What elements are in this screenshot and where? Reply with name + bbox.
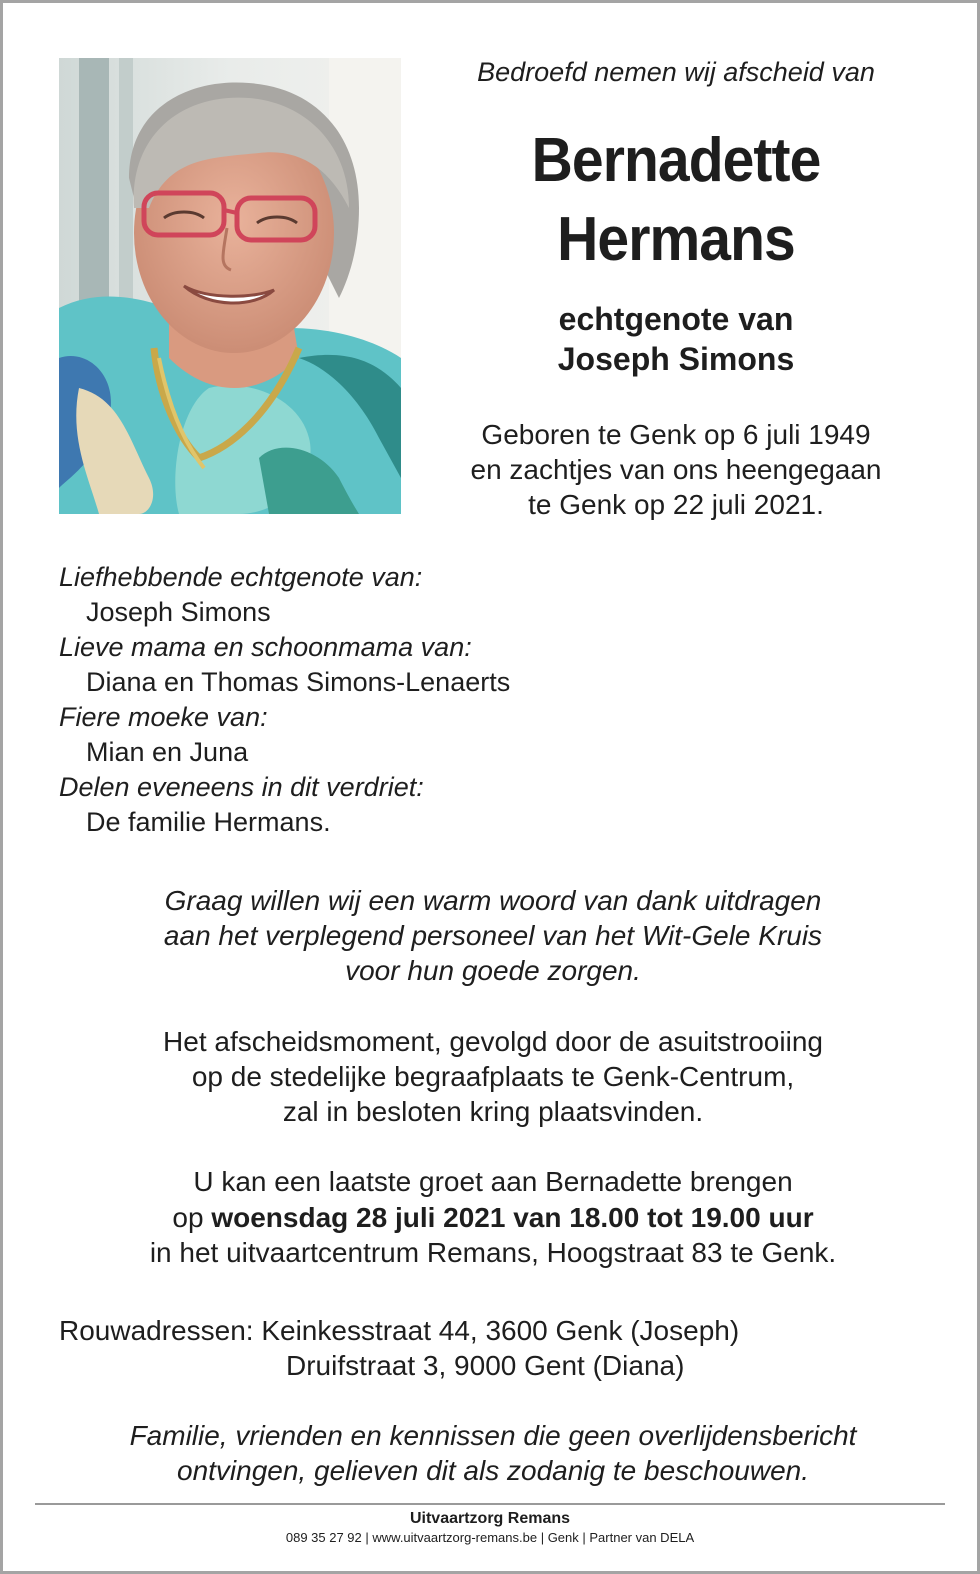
- footer-company: Uitvaartzorg Remans: [409, 1510, 571, 1527]
- visit-date-line: [43, 1200, 943, 1235]
- mourning-address: Rouwadressen: Keinkesstraat 44, 3600 Genk (Joseph): [59, 1315, 740, 1346]
- passing-place-line: te Genk op 22 juli 2021.: [528, 489, 824, 520]
- family-role: Fiere moeke van:: [59, 702, 268, 732]
- spouse-name: Joseph Simons: [557, 341, 795, 377]
- farewell-line: Het afscheidsmoment, gevolgd door de asuitstrooiing: [163, 1026, 823, 1057]
- visit-datetime: woensdag 28 juli 2021 van 18.00 tot 19.00 uur: [211, 1202, 814, 1233]
- family-role: Delen eveneens in dit verdriet:: [59, 772, 424, 802]
- spouse-line: [421, 299, 931, 379]
- footer-contact: 089 35 27 92 | www.uitvaartzorg-remans.be | Genk | Partner van DELA: [285, 1530, 695, 1545]
- last-name: Hermans: [557, 205, 795, 274]
- visit-location-line: in het uitvaartcentrum Remans, Hoogstraat 83 te Genk.: [149, 1237, 837, 1268]
- portrait-photo-icon: [59, 58, 401, 514]
- thanks-line: Graag willen wij een warm woord van dank uitdragen: [164, 885, 822, 916]
- thanks-line: aan het verplegend personeel van het Wit-Gele Kruis: [163, 920, 823, 951]
- family-names: De familie Hermans.: [86, 807, 331, 837]
- farewell-line: op de stedelijke begraafplaats te Genk-Centrum,: [191, 1061, 795, 1092]
- thanks-line: voor hun goede zorgen.: [345, 955, 641, 986]
- passing-line: en zachtjes van ons heengegaan: [470, 454, 882, 485]
- birth-line: Geboren te Genk op 6 juli 1949: [481, 419, 871, 450]
- mourning-address: Druifstraat 3, 9000 Gent (Diana): [286, 1350, 685, 1381]
- family-role: Liefhebbende echtgenote van:: [59, 562, 423, 592]
- farewell-line: zal in besloten kring plaatsvinden.: [282, 1096, 704, 1127]
- deceased-name: [441, 121, 910, 279]
- visit-line: U kan een laatste groet aan Bernadette brengen: [193, 1166, 793, 1197]
- family-names: Joseph Simons: [86, 597, 271, 627]
- first-name: Bernadette: [531, 126, 821, 195]
- footer-divider: [35, 1503, 945, 1505]
- closing-line: ontvingen, gelieven dit als zodanig te beschouwen.: [177, 1455, 809, 1486]
- visit-prefix: op: [172, 1202, 212, 1233]
- family-names: Diana en Thomas Simons-Lenaerts: [86, 667, 511, 697]
- intro-line: Bedroefd nemen wij afscheid van: [477, 57, 875, 87]
- closing-line: Familie, vrienden en kennissen die geen overlijdensbericht: [129, 1420, 857, 1451]
- spouse-label: echtgenote van: [558, 301, 794, 337]
- family-names: Mian en Juna: [86, 737, 249, 767]
- family-role: Lieve mama en schoonmama van:: [59, 632, 472, 662]
